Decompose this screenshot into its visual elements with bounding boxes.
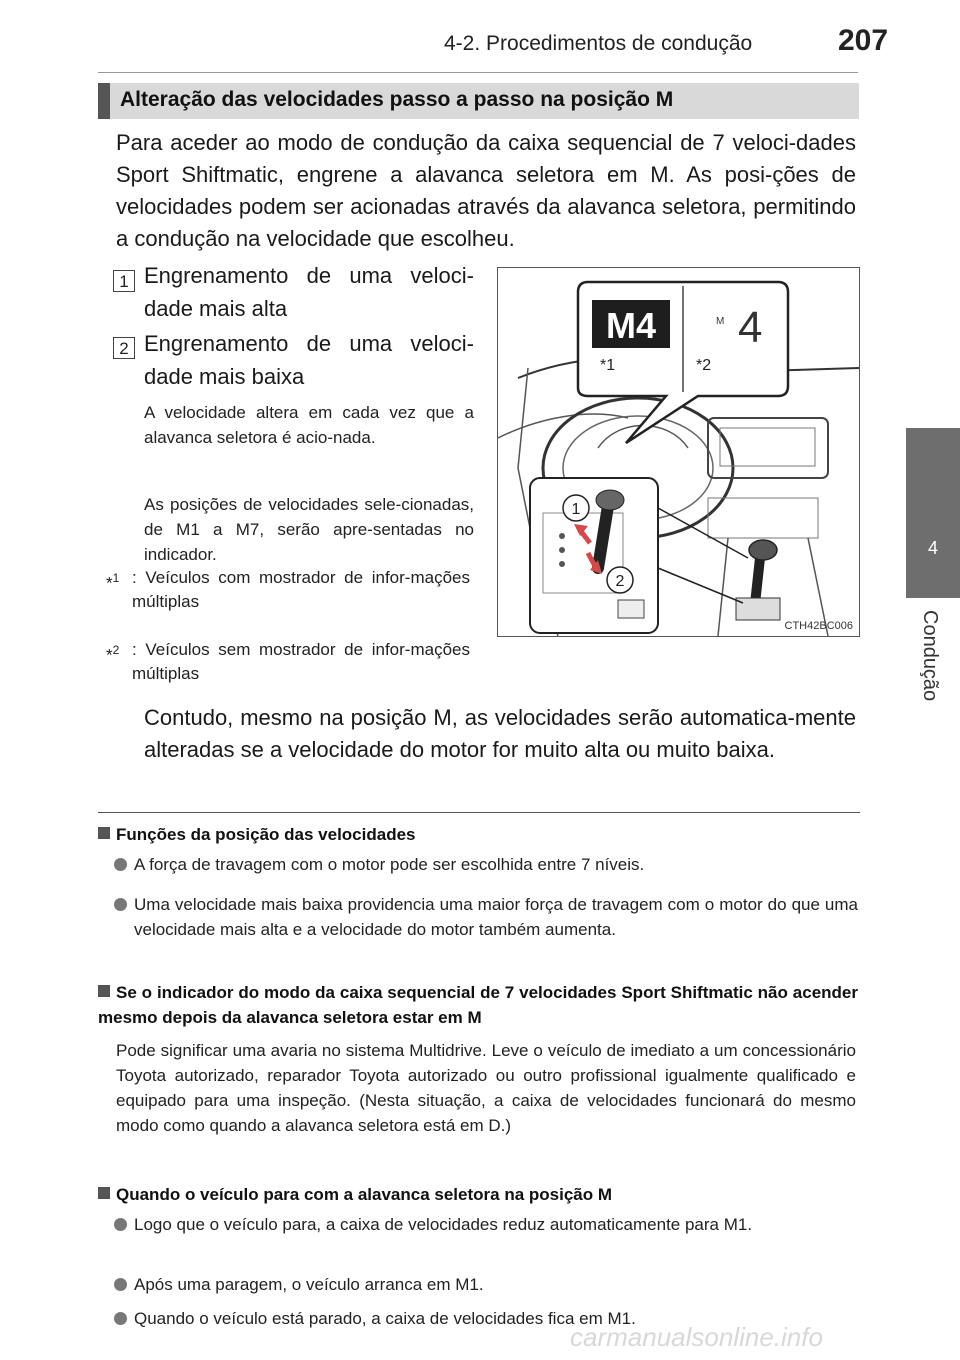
square-bullet-icon xyxy=(98,827,110,839)
figure-code: CTH42BC006 xyxy=(784,620,853,632)
list-item: Após uma paragem, o veículo arranca em M1. xyxy=(116,1272,858,1297)
section-divider xyxy=(98,812,860,813)
list-item: Quando o veículo está parado, a caixa de velocidades fica em M1. xyxy=(116,1306,858,1331)
square-bullet-icon xyxy=(98,1187,110,1199)
display-simple-m: M xyxy=(716,316,725,327)
info-heading: Se o indicador do modo da caixa sequencial de 7 velocidades Sport Shiftmatic não acender mesmo depois da alavanca seletora estar em M xyxy=(98,983,858,1027)
bullet-icon xyxy=(114,1312,127,1325)
item-text: Engrenamento de uma veloci-dade mais alta xyxy=(144,263,474,321)
info-paragraph: Pode significar uma avaria no sistema Multidrive. Leve o veículo de imediato a um concessionário Toyota autorizado, reparador Toyota autorizado ou outro profissional igualmente qualificado e equipado para uma inspeção. (Nesta situação, a caixa de velocidades funcionará do mesmo modo como quando a alavanca seletora está em D.) xyxy=(116,1041,856,1135)
footnote xyxy=(106,638,470,686)
section-title: Alteração das velocidades passo a passo na posição M xyxy=(120,88,674,111)
item-number-badge: 1 xyxy=(113,270,135,292)
display-simple-number: 4 xyxy=(738,303,763,352)
watermark: carmanualsonline.info xyxy=(570,1322,823,1352)
note-text: A velocidade altera em cada vez que a alavanca seletora é acio-nada. xyxy=(144,403,474,447)
callout-1: 1 xyxy=(571,501,581,518)
square-bullet-icon xyxy=(98,985,110,997)
contudo-paragraph: Contudo, mesmo na posição M, as velocidades serão automatica-mente alteradas se a velocidade do motor for muito alta ou muito baixa. xyxy=(144,705,856,762)
shift-lever-illustration xyxy=(497,267,860,637)
header-divider xyxy=(98,72,858,73)
chapter-tab-number: 4 xyxy=(927,538,938,558)
list-item: A força de travagem com o motor pode ser escolhida entre 7 níveis. xyxy=(116,852,858,877)
info-heading: Quando o veículo para com a alavanca seletora na posição M xyxy=(98,1182,858,1207)
intro-paragraph: Para aceder ao modo de condução da caixa sequencial de 7 veloci-dades Sport Shiftmatic, engrene a alavanca seletora em M. As posi-ções de velocidades podem ser acionadas através da alavanca seletora, permitindo a condução na velocidade que escolheu. xyxy=(116,130,856,251)
footnote-text: : Veículos sem mostrador de infor-mações múltiplas xyxy=(132,640,470,683)
info-heading: Funções da posição das velocidades xyxy=(98,822,858,847)
callout-2: 2 xyxy=(615,573,625,590)
bullet-icon xyxy=(114,1218,127,1231)
list-item: Logo que o veículo para, a caixa de velocidades reduz automaticamente para M1. xyxy=(116,1212,858,1237)
section-title-bar xyxy=(98,83,859,119)
note-text: As posições de velocidades sele-cionadas, de M1 a M7, serão apre-sentadas no indicador. xyxy=(144,495,474,564)
bullet-icon xyxy=(114,898,127,911)
footnote xyxy=(106,566,470,614)
item-text: Engrenamento de uma veloci-dade mais baixa xyxy=(144,331,474,389)
bullet-icon xyxy=(114,858,127,871)
chapter-tab-label: Condução xyxy=(919,610,941,702)
bullet-icon xyxy=(114,1278,127,1291)
illustration-drawing xyxy=(498,268,859,636)
chapter-tab xyxy=(906,428,960,598)
display-label-2: *2 xyxy=(696,357,712,374)
display-label-1: *1 xyxy=(600,357,616,374)
footnote-marker: *$^2$ xyxy=(106,643,120,665)
section-breadcrumb: 4-2. Procedimentos de condução xyxy=(444,32,753,55)
footnote-text: : Veículos com mostrador de infor-mações múltiplas xyxy=(132,568,470,611)
footnote-marker: *$^1$ xyxy=(106,571,120,593)
item-number-badge: 2 xyxy=(113,337,135,359)
display-multi-info: M4 xyxy=(605,305,657,346)
page-number: 207 xyxy=(838,24,889,57)
list-item: Uma velocidade mais baixa providencia uma maior força de travagem com o motor do que uma velocidade mais alta e a velocidade do motor também aumenta. xyxy=(116,892,858,942)
